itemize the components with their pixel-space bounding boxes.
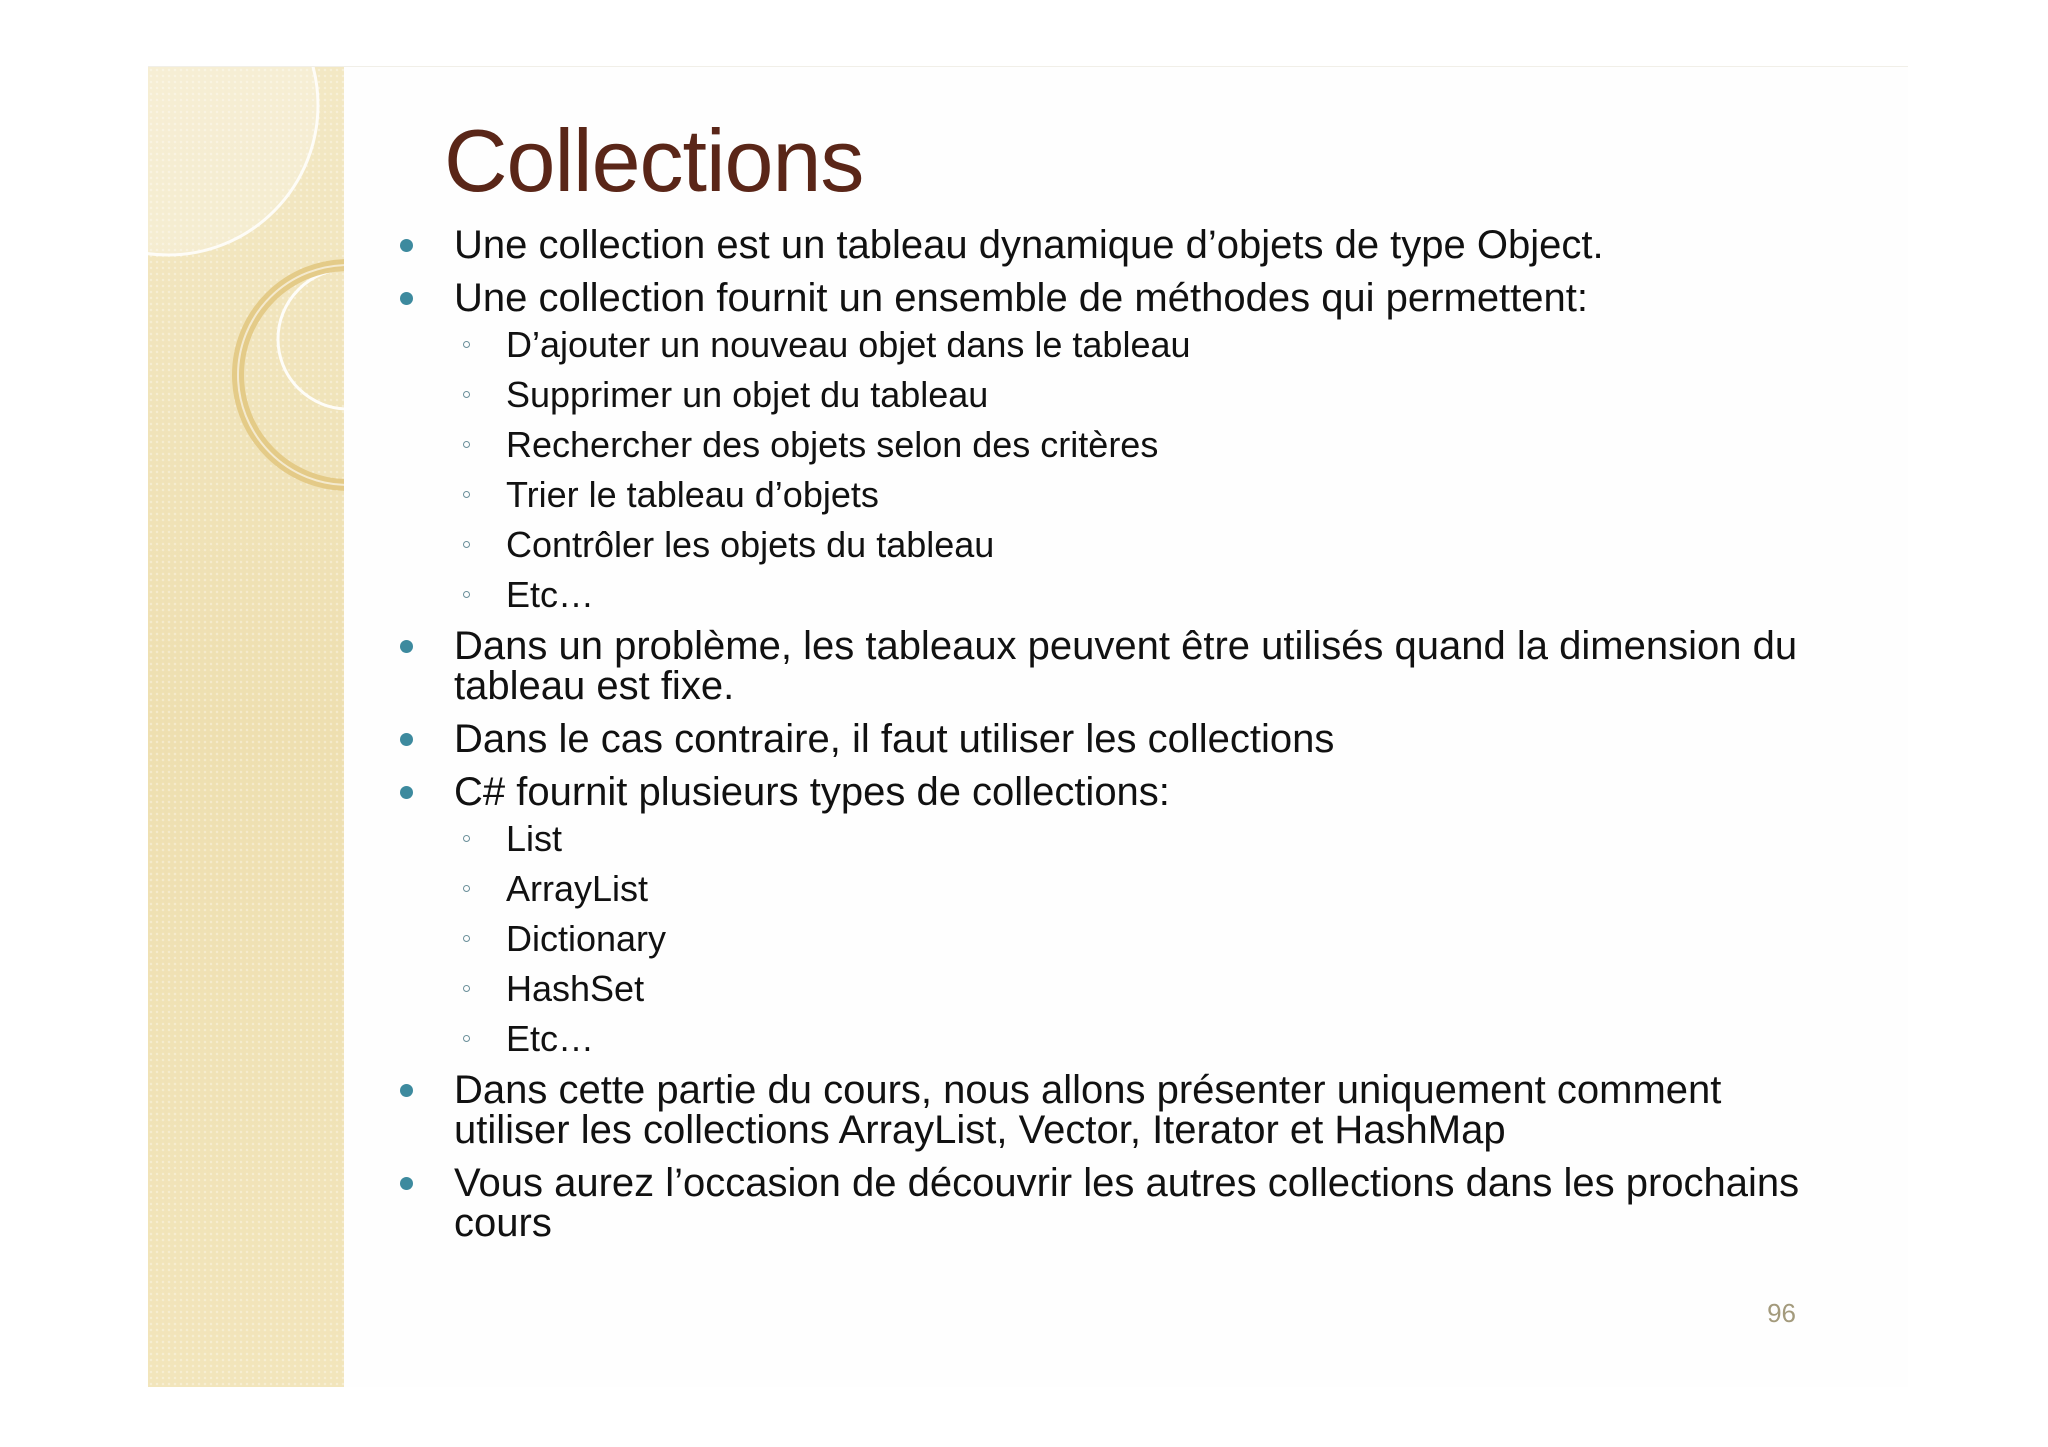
bullet-text: Dans un problème, les tableaux peuvent être utilisés quand la dimension du tableau est fixe. [454,624,1798,708]
bullet-text: Vous aurez l’occasion de découvrir les autres collections dans les prochains cours [454,1161,1800,1245]
bullet-item [400,1070,1840,1150]
circle-bullet-icon [463,1035,470,1042]
bullet-text: Dans cette partie du cours, nous allons présenter uniquement comment utiliser les collections ArrayList, Vector, Iterator et HashMap [454,1068,1722,1152]
sub-bullet-item [400,326,1840,364]
page-number: 96 [1767,1298,1796,1328]
sub-bullet-item [400,970,1840,1008]
bullet-text: Une collection fournit un ensemble de méthodes qui permettent: [454,276,1589,320]
circle-bullet-icon [463,391,470,398]
bullet-item [400,1163,1840,1243]
sub-bullet-text: Etc… [506,574,595,615]
bullet-dot-icon [400,292,413,305]
bullet-item [400,278,1840,318]
sub-bullet-text: Trier le tableau d’objets [506,474,879,515]
decorative-circles-icon [148,67,344,587]
circle-bullet-icon [463,885,470,892]
sub-bullet-text: ArrayList [506,868,649,909]
sub-bullet-text: Dictionary [506,918,667,959]
circle-bullet-icon [463,935,470,942]
bullet-text: C# fournit plusieurs types de collections: [454,770,1170,814]
circle-bullet-icon [463,541,470,548]
sub-bullet-text: Etc… [506,1018,595,1059]
bullet-item [400,772,1840,812]
circle-bullet-icon [463,341,470,348]
circle-bullet-icon [463,835,470,842]
sub-bullet-item [400,426,1840,464]
circle-bullet-icon [463,985,470,992]
sub-bullet-item [400,920,1840,958]
circle-bullet-icon [463,441,470,448]
slide-title: Collections [444,111,864,210]
sub-bullet-list [400,326,1840,614]
bullet-dot-icon [400,733,413,746]
sub-bullet-item [400,476,1840,514]
bullet-list [400,225,1840,1256]
sub-bullet-text: Contrôler les objets du tableau [506,524,995,565]
bullet-text: Une collection est un tableau dynamique d’objets de type Object. [454,223,1604,267]
bullet-item [400,626,1840,706]
decorative-sidebar [148,67,344,1387]
bullet-dot-icon [400,239,413,252]
bullet-text: Dans le cas contraire, il faut utiliser les collections [454,717,1335,761]
bullet-dot-icon [400,1084,413,1097]
sub-bullet-text: List [506,818,563,859]
bullet-item [400,719,1840,759]
bullet-dot-icon [400,640,413,653]
slide [148,66,1908,1387]
circle-bullet-icon [463,491,470,498]
bullet-item [400,225,1840,265]
sub-bullet-text: HashSet [506,968,645,1009]
sub-bullet-text: Rechercher des objets selon des critères [506,424,1159,465]
circle-bullet-icon [463,591,470,598]
sub-bullet-item [400,376,1840,414]
sub-bullet-item [400,870,1840,908]
bullet-dot-icon [400,1177,413,1190]
sub-bullet-text: D’ajouter un nouveau objet dans le tableau [506,324,1191,365]
sub-bullet-item [400,820,1840,858]
sub-bullet-text: Supprimer un objet du tableau [506,374,989,415]
sub-bullet-item [400,1020,1840,1058]
sub-bullet-list [400,820,1840,1058]
sub-bullet-item [400,576,1840,614]
bullet-dot-icon [400,786,413,799]
sub-bullet-item [400,526,1840,564]
